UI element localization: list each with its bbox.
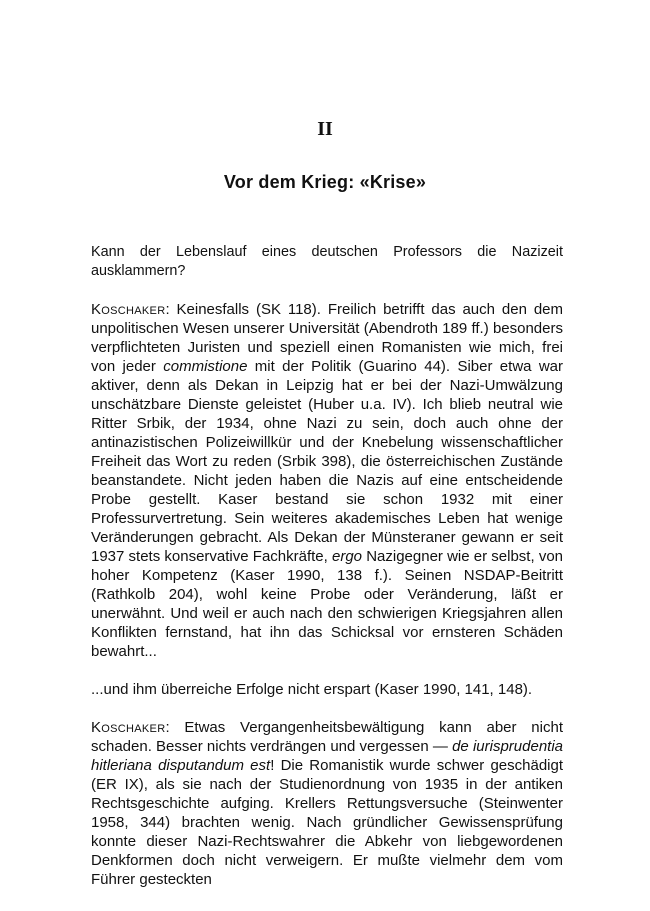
italic-term: commistione (163, 358, 248, 375)
answer-text: : Etwas Vergangenheitsbewältigung kann aber nicht schaden. Besser nichts verdrängen und vergessen — (91, 719, 563, 755)
chapter-number: II (317, 118, 333, 140)
answer-text: Nazigegner wie er selbst, von hoher Kompetenz (Kaser 1990, 138 f.). Seinen NSDAP-Beitritt (Rathkolb 204), wohl keine Probe oder Veränderung, läßt er unerwähnt. Und weil er auch nach den schwierigen Kriegsjahren allen Konflikten fernstand, hat ihn das Schicksal vor ernsteren Schäden bewahrt... (91, 548, 564, 660)
body-text (91, 243, 563, 908)
question-paragraph: ...und ihm überreiche Erfolge nicht erspart (Kaser 1990, 141, 148). (91, 681, 533, 698)
italic-term: ergo (332, 548, 363, 565)
speaker-name: Koschaker (91, 719, 166, 736)
answer-text: Die Romanistik wurde schwer geschädigt (ER IX), als sie nach der Studienordnung von 1935 in der antiken Rechtsgeschichte aufging. Krellers Rettungsversuche (Steinwenter 1958, 344) brachten wenig. Nach gründlicher Gewissensprüfung konnte dieser Nazi-Rechtswahrer die Abkehr von liebgewordenen Denkformen doch nicht verweigern. Er mußte vielmehr dem vom Führer gesteckten (91, 757, 564, 888)
question-paragraph: Kann der Lebenslauf eines deutschen Professors die Nazizeit ausklammern? (91, 244, 563, 279)
answer-text: mit der Politik (Guarino 44). Siber etwa war aktiver, denn als Dekan in Leipzig hat er bei der Nazi-Umwälzung unschätzbare Dienste geleistet (Huber u.a. IV). Ich blieb neutral wie Ritter Srbik, der 1934, ohne Nazi zu sein, doch auch ohne der antinazistischen Polizeiwillkür und der Knebelung wissenschaftlicher Freiheit das Wort zu reden (Srbik 398), die österreichischen Zustände beanstandete. Nicht jeden haben die Nazis auf eine entscheidende Probe gestellt. Kaser bestand sie schon 1932 mit einer Professurvertretung. Sein weiteres akademisches Leben hat wenige Veränderungen gebracht. Als Dekan der Münsteraner gewann er seit 1937 stets konservative Fachkräfte, (91, 358, 564, 565)
speaker-name: Koschaker (91, 301, 166, 318)
answer-paragraph (91, 300, 563, 661)
footnote-mark: ! (270, 757, 275, 774)
chapter-title: Vor dem Krieg: «Krise» (223, 172, 427, 192)
answer-paragraph (91, 718, 563, 889)
answer-text: : Keinesfalls (SK 118). Freilich betrifft das auch den dem unpolitischen Wesen unserer Universität (Abendroth 189 ff.) besonders verpflichteten Juristen und speziell einen Romanisten wie mich, frei von jeder (91, 301, 563, 375)
italic-term: de iurisprudentia hitleriana disputandum est (91, 738, 564, 774)
